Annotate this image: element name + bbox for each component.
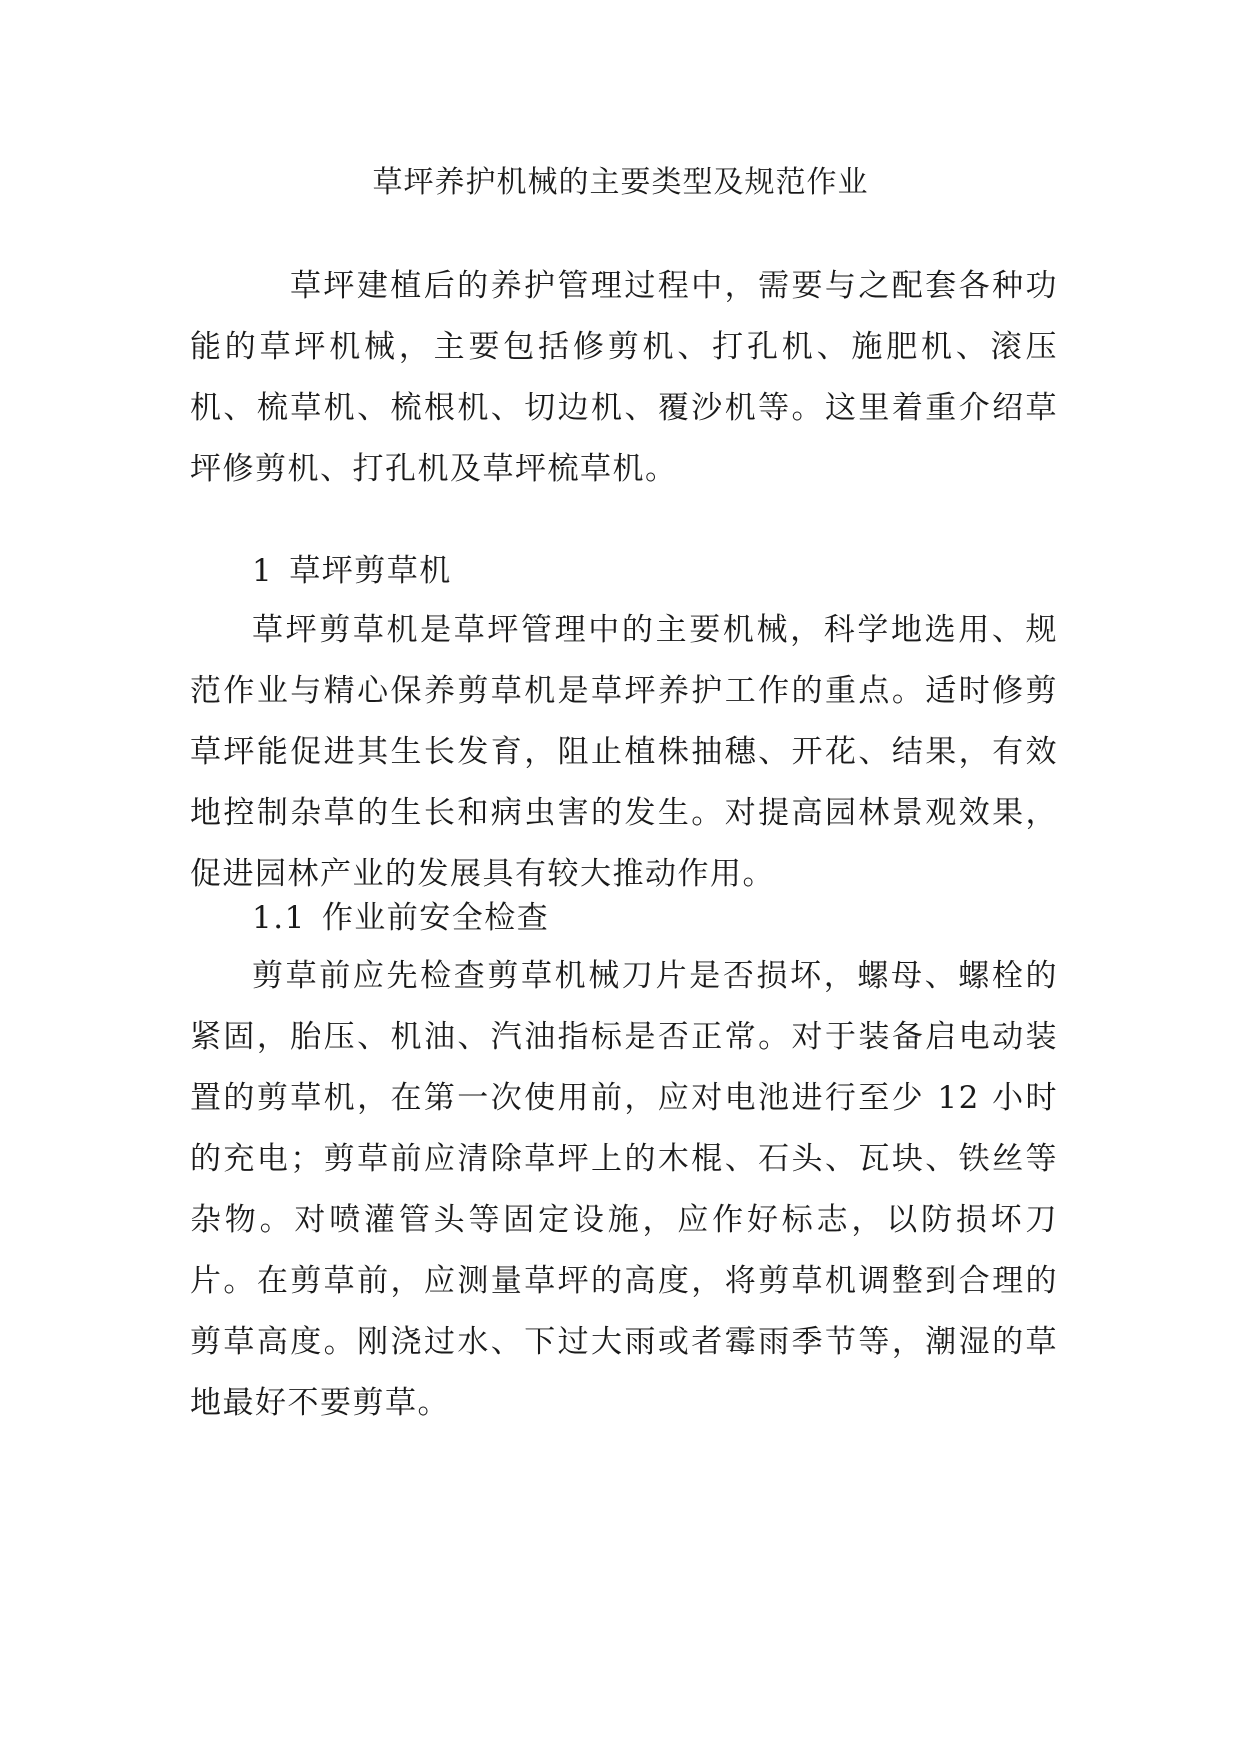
section-1-paragraph: 草坪剪草机是草坪管理中的主要机械，科学地选用、规范作业与精心保养剪草机是草坪养护工作的重点。适时修剪草坪能促进其生长发育，阻止植株抽穗、开花、结果，有效地控制杂草的生长和病虫害的发生。对提高园林景观效果，促进园林产业的发展具有较大推动作用。 bbox=[190, 612, 1058, 892]
section-1-title: 草坪剪草机 bbox=[289, 553, 452, 589]
section-1-number: 1 bbox=[252, 553, 274, 589]
section-1-heading bbox=[252, 551, 452, 591]
document-title: 草坪养护机械的主要类型及规范作业 bbox=[372, 165, 869, 200]
section-1-1-heading bbox=[252, 898, 549, 938]
section-1-1-title: 作业前安全检查 bbox=[321, 900, 550, 936]
intro-paragraph: 草坪建植后的养护管理过程中，需要与之配套各种功能的草坪机械，主要包括修剪机、打孔机、施肥机、滚压机、梳草机、梳根机、切边机、覆沙机等。这里着重介绍草坪修剪机、打孔机及草坪梳草机。 bbox=[190, 268, 1058, 487]
section-1-1-number: 1.1 bbox=[252, 900, 306, 936]
section-1-1-paragraph: 剪草前应先检查剪草机械刀片是否损坏，螺母、螺栓的紧固，胎压、机油、汽油指标是否正常。对于装备启电动装置的剪草机，在第一次使用前，应对电池进行至少 12 小时的充电；剪草前应清除草坪上的木棍、石头、瓦块、铁丝等杂物。对喷灌管头等固定设施，应作好标志，以防损坏刀片。在剪草前，应测量草坪的高度，将剪草机调整到合理的剪草高度。刚浇过水、下过大雨或者霉雨季节等，潮湿的草地最好不要剪草。 bbox=[190, 958, 1058, 1421]
